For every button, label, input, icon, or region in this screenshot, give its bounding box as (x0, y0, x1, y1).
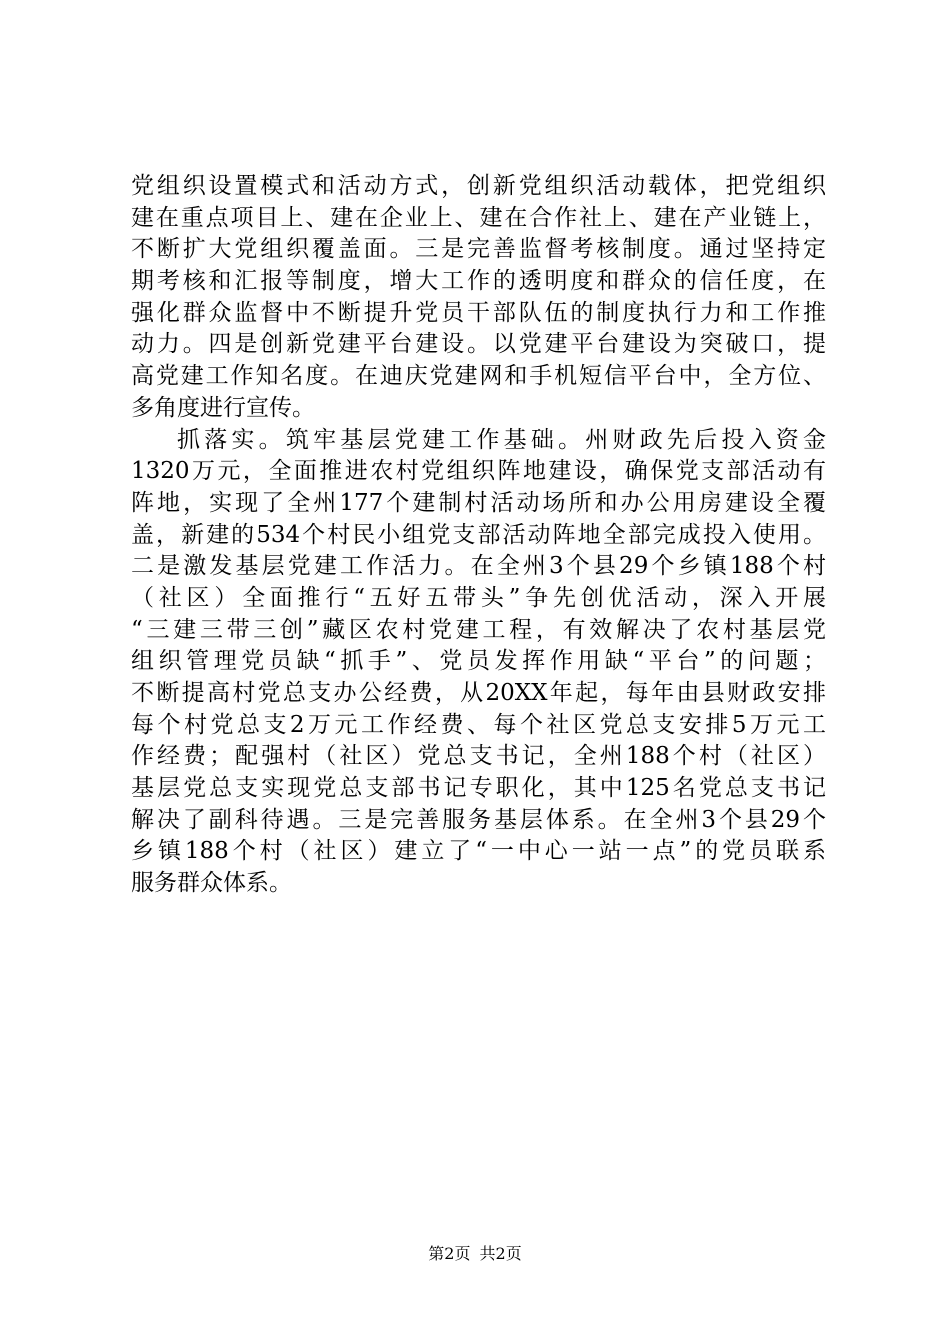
text-line: 作经费；配强村（社区）党总支书记，全州188个村（社区） (131, 743, 826, 770)
text-line: 每个村党总支2万元工作经费、每个社区党总支安排5万元工 (131, 711, 826, 738)
text-line: 动力。四是创新党建平台建设。以党建平台建设为突破口，提 (131, 331, 826, 358)
text-line: （社区）全面推行“五好五带头”争先创优活动，深入开展 (131, 584, 826, 611)
paragraph-2 (131, 425, 826, 900)
page-number: 第2页 (428, 1244, 471, 1263)
page-total: 共2页 (479, 1244, 522, 1263)
text-line: 基层党总支实现党总支部书记专职化，其中125名党总支书记 (131, 775, 826, 802)
text-line: “三建三带三创”藏区农村党建工程，有效解决了农村基层党 (131, 616, 826, 643)
page-footer (0, 1244, 950, 1264)
document-body (131, 171, 826, 900)
text-line: 盖，新建的534个村民小组党支部活动阵地全部完成投入使用。 (131, 521, 826, 548)
text-line: 二是激发基层党建工作活力。在全州3个县29个乡镇188个村 (131, 553, 826, 580)
text-line: 阵地，实现了全州177个建制村活动场所和办公用房建设全覆 (131, 489, 826, 516)
text-line: 不断扩大党组织覆盖面。三是完善监督考核制度。通过坚持定 (131, 236, 826, 263)
text-line: 建在重点项目上、建在企业上、建在合作社上、建在产业链上， (131, 204, 826, 231)
text-line: 多角度进行宣传。 (131, 394, 315, 421)
text-line: 抓落实。筑牢基层党建工作基础。州财政先后投入资金 (177, 426, 826, 453)
text-line: 解决了副科待遇。三是完善服务基层体系。在全州3个县29个 (131, 806, 826, 833)
text-line: 党组织设置模式和活动方式，创新党组织活动载体，把党组织 (131, 173, 826, 199)
text-line: 乡镇188个村（社区）建立了“一中心一站一点”的党员联系 (131, 838, 826, 865)
text-line: 高党建工作知名度。在迪庆党建网和手机短信平台中，全方位、 (131, 363, 826, 390)
text-line: 1320万元，全面推进农村党组织阵地建设，确保党支部活动有 (131, 458, 826, 485)
text-line: 强化群众监督中不断提升党员干部队伍的制度执行力和工作推 (131, 299, 826, 326)
text-line: 不断提高村党总支办公经费，从20XX年起，每年由县财政安排 (131, 680, 826, 706)
text-line: 服务群众体系。 (131, 870, 292, 897)
text-line: 组织管理党员缺“抓手”、党员发挥作用缺“平台”的问题； (131, 648, 826, 675)
text-line: 期考核和汇报等制度，增大工作的透明度和群众的信任度，在 (131, 268, 826, 295)
paragraph-1 (131, 171, 826, 425)
